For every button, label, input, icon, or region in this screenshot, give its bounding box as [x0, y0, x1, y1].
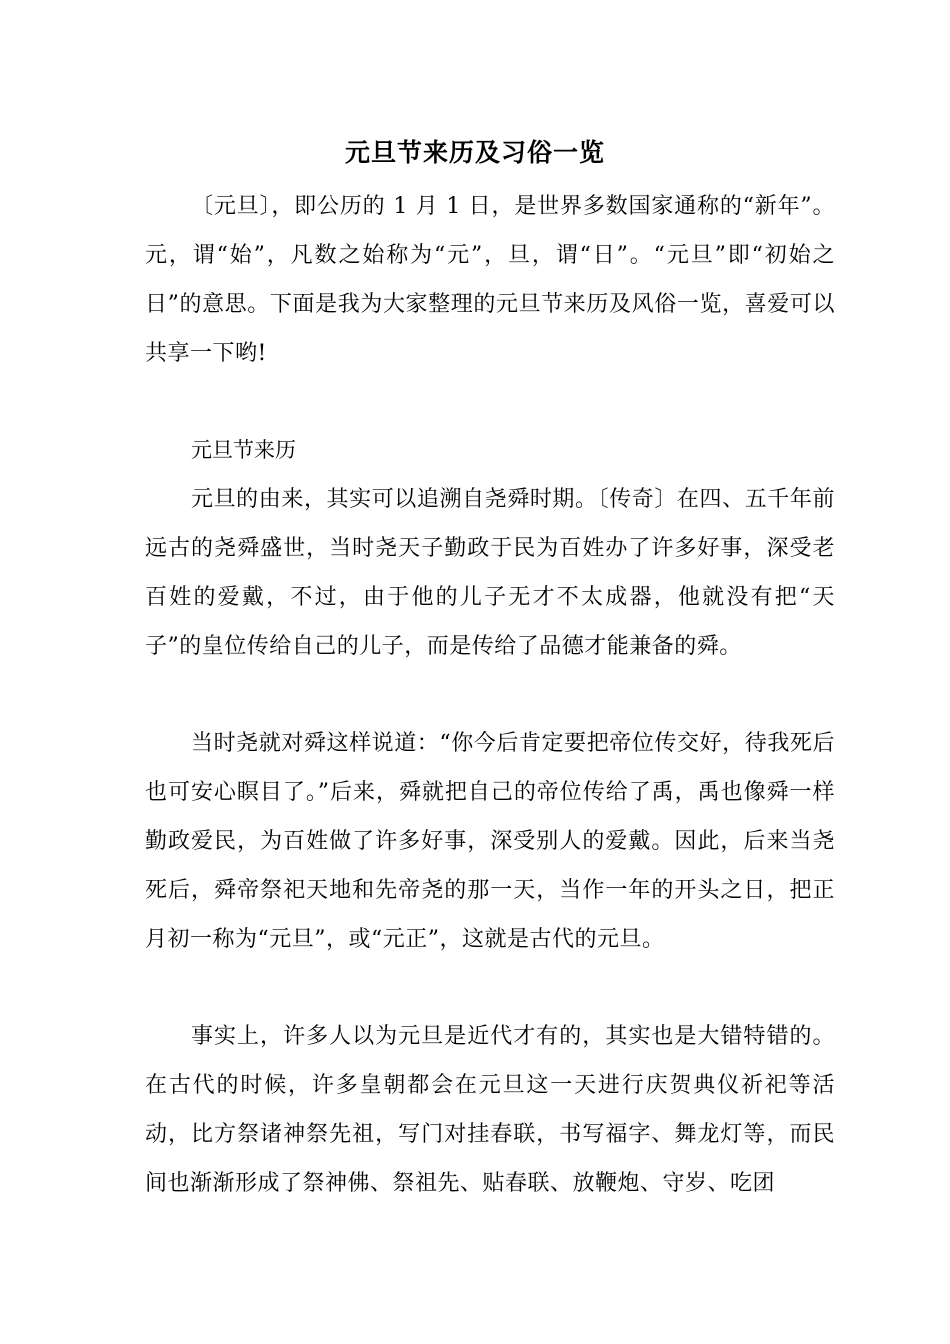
intro-paragraph: 〔元旦〕，即公历的 1 月 1 日，是世界多数国家通称的“新年”。元，谓“始”，凡数之始称为“元”，旦，谓“日”。“元旦”即“初始之日”的意思。下面是我为大家整理的元旦节来历及风俗一览，喜爱可以共享一下哟! — [145, 194, 835, 366]
section-heading: 元旦节来历 — [191, 438, 296, 462]
body-paragraph-3: 事实上，许多人以为元旦是近代才有的，其实也是大错特错的。在古代的时候，许多皇朝都会在元旦这一天进行庆贺典仪祈祀等活动，比方祭诸神祭先祖，写门对挂春联，书写福字、舞龙灯等，而民间也渐渐形成了祭神佛、祭祖先、贴春联、放鞭炮、守岁、吃团 — [145, 1024, 835, 1196]
body-paragraph-2: 当时尧就对舜这样说道：“你今后肯定要把帝位传交好，待我死后也可安心瞑目了。”后来，舜就把自己的帝位传给了禹，禹也像舜一样勤政爱民，为百姓做了许多好事，深受别人的爱戴。因此，后来当尧死后，舜帝祭祀天地和先帝尧的那一天，当作一年的开头之日，把正月初一称为“元旦”，或“元正”，这就是古代的元旦。 — [145, 731, 835, 952]
body-paragraph-1: 元旦的由来，其实可以追溯自尧舜时期。〔传奇〕在四、五千年前远古的尧舜盛世，当时尧天子勤政于民为百姓办了许多好事，深受老百姓的爱戴，不过，由于他的儿子无才不太成器，他就没有把“天子”的皇位传给自己的儿子，而是传给了品德才能兼备的舜。 — [145, 487, 835, 659]
document-title: 元旦节来历及习俗一览 — [344, 138, 605, 167]
paragraph-spacer — [145, 964, 835, 1012]
paragraph-spacer — [145, 671, 835, 719]
paragraph-spacer — [145, 378, 835, 426]
document-body — [145, 182, 835, 1208]
